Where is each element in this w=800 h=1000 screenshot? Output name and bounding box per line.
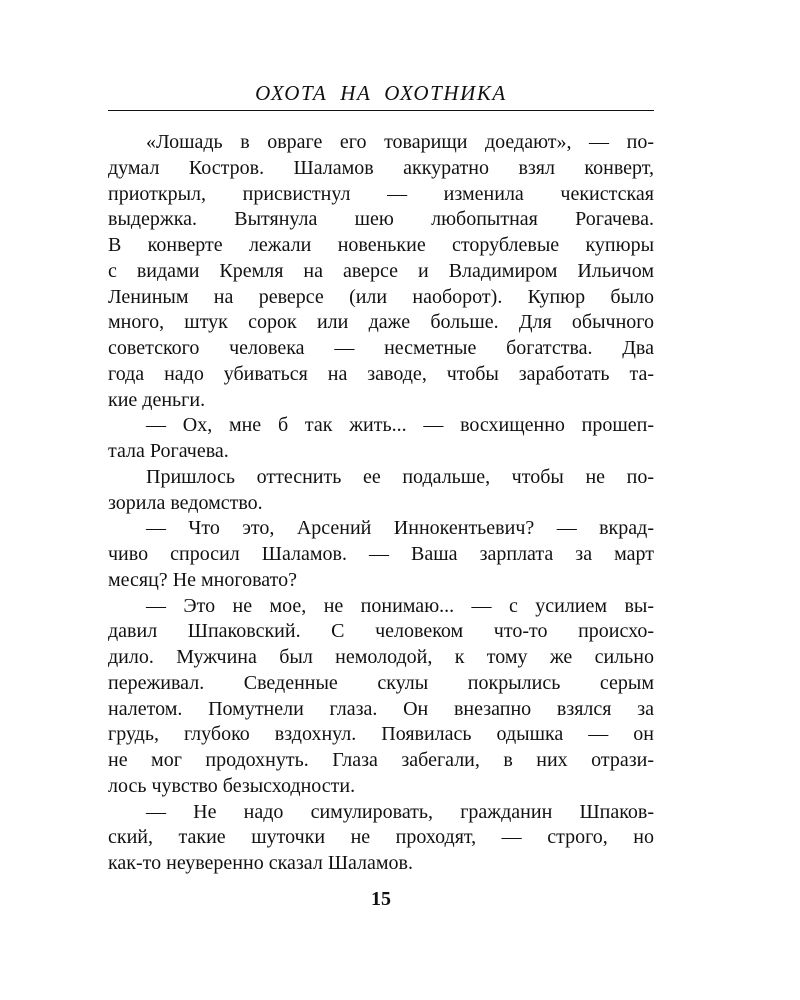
text-line: — Ох, мне б так жить... — восхищенно прошеп- [146, 414, 654, 437]
text-line: зорила ведомство. [108, 491, 263, 514]
text-line: не мог продохнуть. Глаза забегали, в них отрази- [108, 749, 654, 771]
text-line: приоткрыл, присвистнул — изменила чекистская [108, 182, 654, 205]
text-line: с видами Кремля на аверсе и Владимиром Ильичом [108, 259, 654, 282]
running-head-title: ОХОТА НА ОХОТНИКА [255, 81, 507, 105]
text-line: года надо убиваться на заводе, чтобы заработать та- [108, 362, 654, 385]
header-rule [108, 110, 654, 111]
text-line: чиво спросил Шаламов. — Ваша зарплата за март [108, 543, 654, 565]
text-line: лось чувство безысходности. [108, 774, 356, 797]
text-line: грудь, глубоко вздохнул. Появилась одышка — он [108, 723, 654, 746]
text-line: давил Шпаковский. С человеком что-то происхо- [108, 620, 654, 643]
text-line: советского человека — несметные богатства. Два [108, 337, 654, 359]
text-line: выдержка. Вытянула шею любопытная Рогачева. [108, 208, 654, 231]
text-line: как-то неуверенно сказал Шаламов. [108, 852, 413, 874]
text-line: дило. Мужчина был немолодой, к тому же сильно [108, 646, 654, 668]
text-line: — Что это, Арсений Иннокентьевич? — вкрад- [146, 517, 654, 540]
text-line: Лениным на реверсе (или наоборот). Купюр было [108, 285, 654, 308]
text-line: думал Костров. Шаламов аккуратно взял конверт, [108, 156, 654, 179]
book-page [108, 80, 654, 910]
text-line: месяц? Не многовато? [108, 568, 297, 591]
text-line: кие деньги. [108, 388, 206, 411]
text-line: В конверте лежали новенькие сторублевые купюры [108, 234, 654, 256]
text-line: — Не надо симулировать, гражданин Шпаков- [146, 800, 654, 823]
text-line: налетом. Помутнели глаза. Он внезапно взялся за [108, 697, 654, 720]
text-line: ский, такие шуточки не проходят, — строго, но [108, 826, 654, 849]
text-line: «Лошадь в овраге его товарищи доедают», — по- [146, 131, 654, 153]
page-number: 15 [371, 888, 391, 910]
text-line: Пришлось оттеснить ее подальше, чтобы не по- [146, 465, 654, 488]
body-text [108, 130, 654, 877]
text-line: тала Рогачева. [108, 440, 229, 462]
text-line: переживал. Сведенные скулы покрылись серым [108, 671, 654, 694]
text-line: много, штук сорок или даже больше. Для обычного [108, 311, 654, 334]
text-line: — Это не мое, не понимаю... — с усилием вы- [146, 594, 654, 617]
